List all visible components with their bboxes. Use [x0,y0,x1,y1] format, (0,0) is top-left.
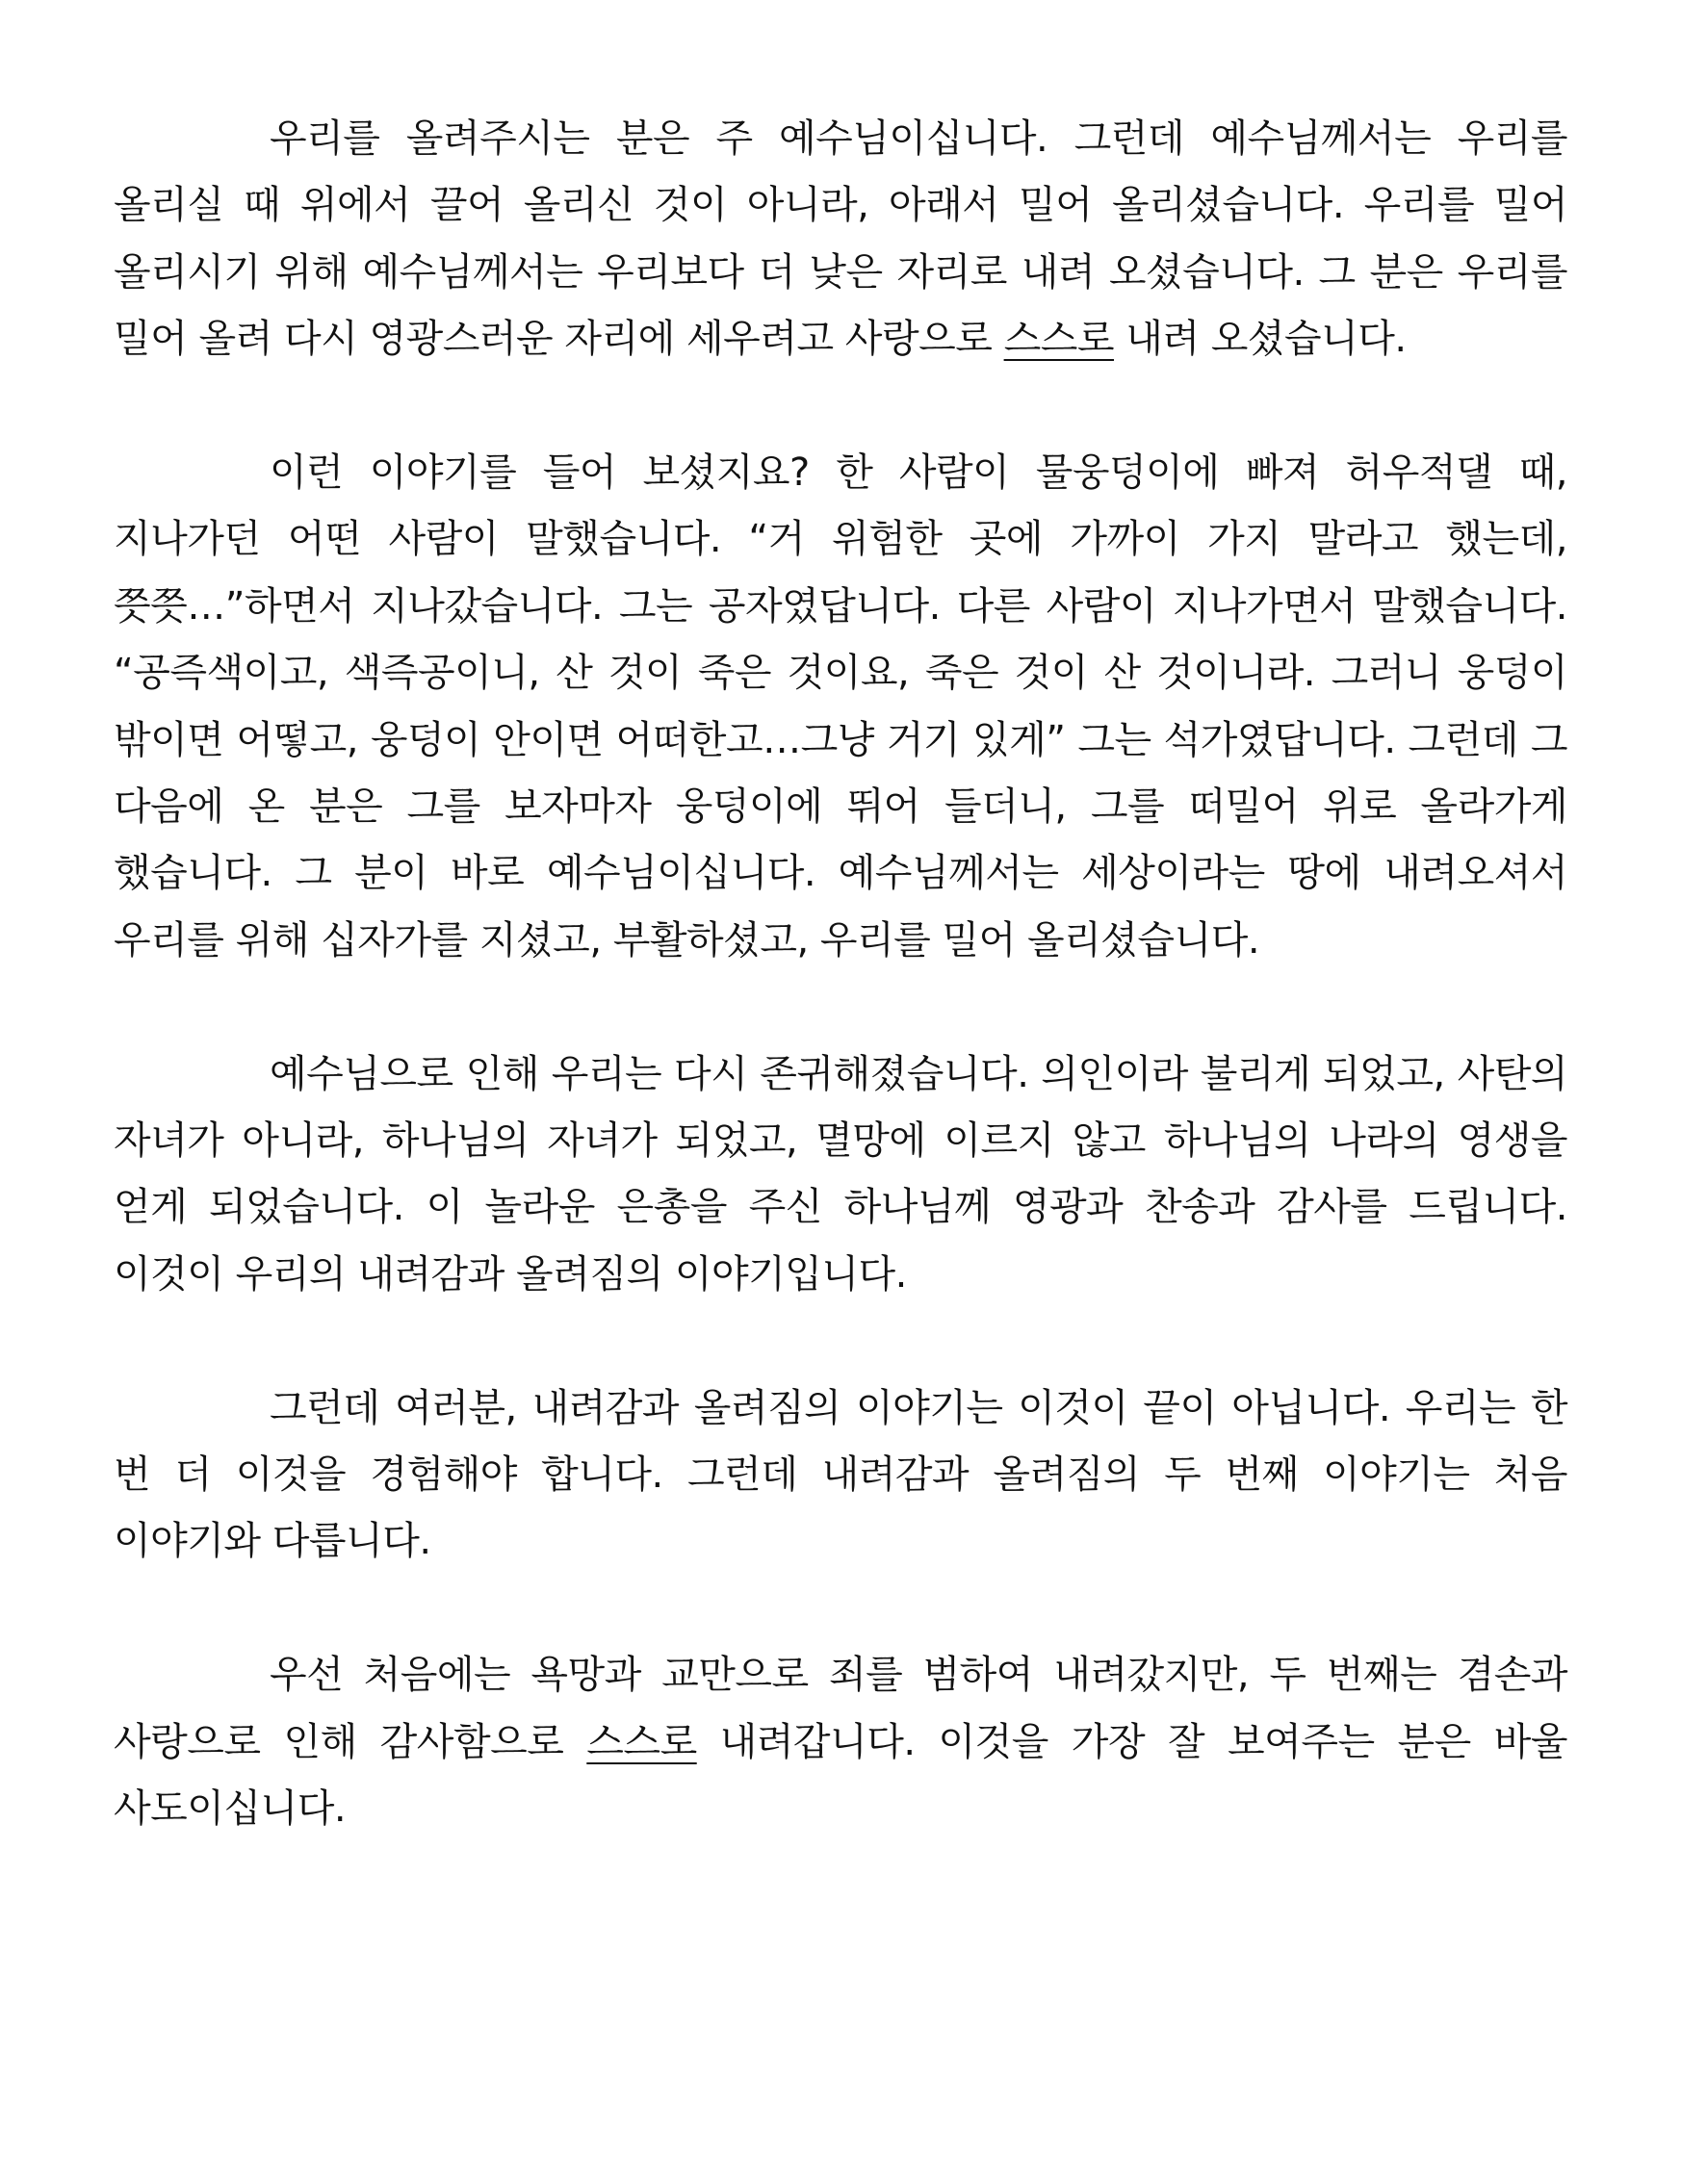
paragraph-5-text-before: 우선 처음에는 욕망과 교만으로 죄를 범하여 내려갔지만, 두 번째는 겸손과 사랑으로 인해 감사함으로 [114,1653,1567,1764]
paragraph-2: 이런 이야기를 들어 보셨지요? 한 사람이 물웅덩이에 빠져 허우적댈 때, 지나가던 어떤 사람이 말했습니다. “거 위험한 곳에 가까이 가지 말라고 했는데, 쯧쯧…”하면서 지나갔습니다. 그는 공자였답니다. 다른 사람이 지나가면서 말했습니다. “공즉색이고, 색즉공이니, 산 것이 죽은 것이요, 죽은 것이 산 것이니라. 그러니 웅덩이 밖이면 어떻고, 웅덩이 안이면 어떠한고…그냥 거기 있게” 그는 석가였답니다. 그런데 그 다음에 온 분은 그를 보자마자 웅덩이에 뛰어 들더니, 그를 떠밀어 위로 올라가게 했습니다. 그 분이 바로 예수님이십니다. 예수님께서는 세상이라는 땅에 내려오셔서 우리를 위해 십자가를 지셨고, 부활하셨고, 우리를 밀어 올리셨습니다. [114,450,1567,963]
paragraph-3: 예수님으로 인해 우리는 다시 존귀해졌습니다. 의인이라 불리게 되었고, 사탄의 자녀가 아니라, 하나님의 자녀가 되었고, 멸망에 이르지 않고 하나님의 나라의 영생을 얻게 되었습니다. 이 놀라운 은총을 주신 하나님께 영광과 찬송과 감사를 드립니다. 이것이 우리의 내려감과 올려짐의 이야기입니다. [114,1051,1567,1297]
paragraph-1 [114,106,1567,373]
paragraph-1-underlined-text: 스스로 [1003,317,1115,362]
paragraph-1-text-before: 우리를 올려주시는 분은 주 예수님이십니다. 그런데 예수님께서는 우리를 올리실 때 위에서 끌어 올리신 것이 아니라, 아래서 밀어 올리셨습니다. 우리를 밀어 올리시기 위해 예수님께서는 우리보다 더 낮은 자리로 내려 오셨습니다. 그 분은 우리를 밀어 올려 다시 영광스러운 자리에 세우려고 사랑으로 [114,116,1567,362]
paragraph-5-underlined-text: 스스로 [586,1719,697,1764]
paragraph-5 [114,1642,1567,1842]
paragraph-4: 그런데 여러분, 내려감과 올려짐의 이야기는 이것이 끝이 아닙니다. 우리는 한 번 더 이것을 경험해야 합니다. 그런데 내려감과 올려짐의 두 번째 이야기는 처음 이야기와 다릅니다. [114,1385,1567,1564]
document-body [114,106,1567,1843]
paragraph-1-text-after: 내려 오셨습니다. [1114,317,1407,362]
paragraph-5-text-after: 내려갑니다. 이것을 가장 잘 보여주는 분은 바울 사도이십니다. [114,1719,1567,1832]
